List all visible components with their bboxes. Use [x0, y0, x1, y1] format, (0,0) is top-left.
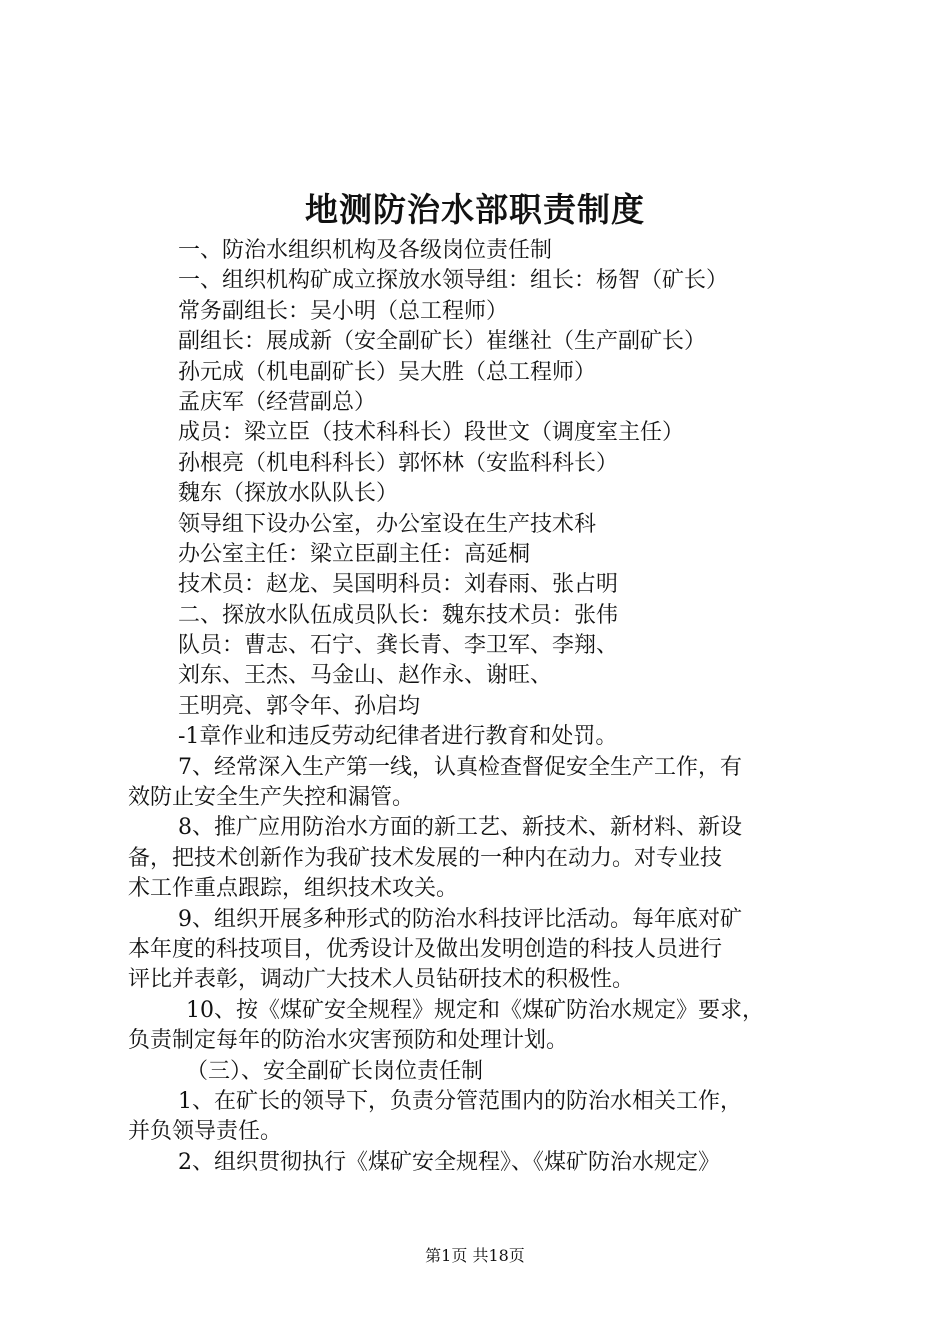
- body-line: 成员：梁立臣（技术科科长）段世文（调度室主任）: [178, 420, 685, 446]
- body-line: 孙元成（机电副矿长）吴大胜（总工程师）: [178, 359, 597, 385]
- body-line: 负责制定每年的防治水灾害预防和处理计划。: [128, 1028, 569, 1054]
- body-line: 孟庆军（经营副总）: [178, 389, 377, 415]
- body-line: 术工作重点跟踪，组织技术攻关。: [128, 876, 459, 902]
- page-footer: 第1页 共18页: [425, 1246, 525, 1265]
- body-line: 7、经常深入生产第一线，认真检查督促安全生产工作，有: [178, 754, 742, 780]
- body-line: 8、推广应用防治水方面的新工艺、新技术、新材料、新设: [178, 815, 742, 841]
- body-line: -1章作业和违反劳动纪律者进行教育和处罚。: [178, 724, 618, 750]
- body-line: 领导组下设办公室，办公室设在生产技术科: [178, 511, 597, 537]
- body-line: 10、按《煤矿安全规程》规定和《煤矿防治水规定》要求，: [186, 997, 764, 1023]
- body-line: 副组长：展成新（安全副矿长）崔继社（生产副矿长）: [178, 329, 707, 355]
- body-line: 并负领导责任。: [128, 1119, 283, 1145]
- body-line: 一、组织机构矿成立探放水领导组：组长：杨智（矿长）: [178, 268, 729, 294]
- body-line: 刘东、王杰、马金山、赵作永、谢旺、: [178, 663, 553, 689]
- body-line: 常务副组长：吴小明（总工程师）: [178, 298, 509, 324]
- body-line: 本年度的科技项目，优秀设计及做出发明创造的科技人员进行: [128, 936, 723, 962]
- document-body: [128, 236, 840, 1178]
- body-line: 魏东（探放水队队长）: [178, 481, 399, 507]
- body-line: 孙根亮（机电科科长）郭怀林（安监科科长）: [178, 450, 619, 476]
- body-line: （三）、安全副矿长岗位责任制: [186, 1058, 484, 1084]
- document-title: 地测防治水部职责制度: [305, 190, 645, 229]
- body-line: 技术员：赵龙、吴国明科员：刘春雨、张占明: [178, 572, 619, 598]
- body-line: 队员：曹志、石宁、龚长青、李卫军、李翔、: [178, 633, 619, 659]
- body-line: 1、在矿长的领导下，负责分管范围内的防治水相关工作，: [178, 1088, 742, 1114]
- body-line: 一、防治水组织机构及各级岗位责任制: [178, 238, 553, 263]
- body-line: 2、组织贯彻执行《煤矿安全规程》、《煤矿防治水规定》: [178, 1149, 720, 1175]
- body-line: 9、组织开展多种形式的防治水科技评比活动。每年底对矿: [178, 906, 742, 932]
- body-line: 备，把技术创新作为我矿技术发展的一种内在动力。对专业技: [128, 845, 723, 871]
- body-line: 办公室主任：梁立臣副主任：高延桐: [178, 541, 531, 567]
- body-line: 效防止安全生产失控和漏管。: [128, 785, 415, 811]
- body-line: 二、探放水队伍成员队长：魏东技术员：张伟: [178, 602, 619, 628]
- body-line: 王明亮、郭令年、孙启均: [178, 693, 421, 719]
- body-line: 评比并表彰，调动广大技术人员钻研技术的积极性。: [128, 967, 635, 993]
